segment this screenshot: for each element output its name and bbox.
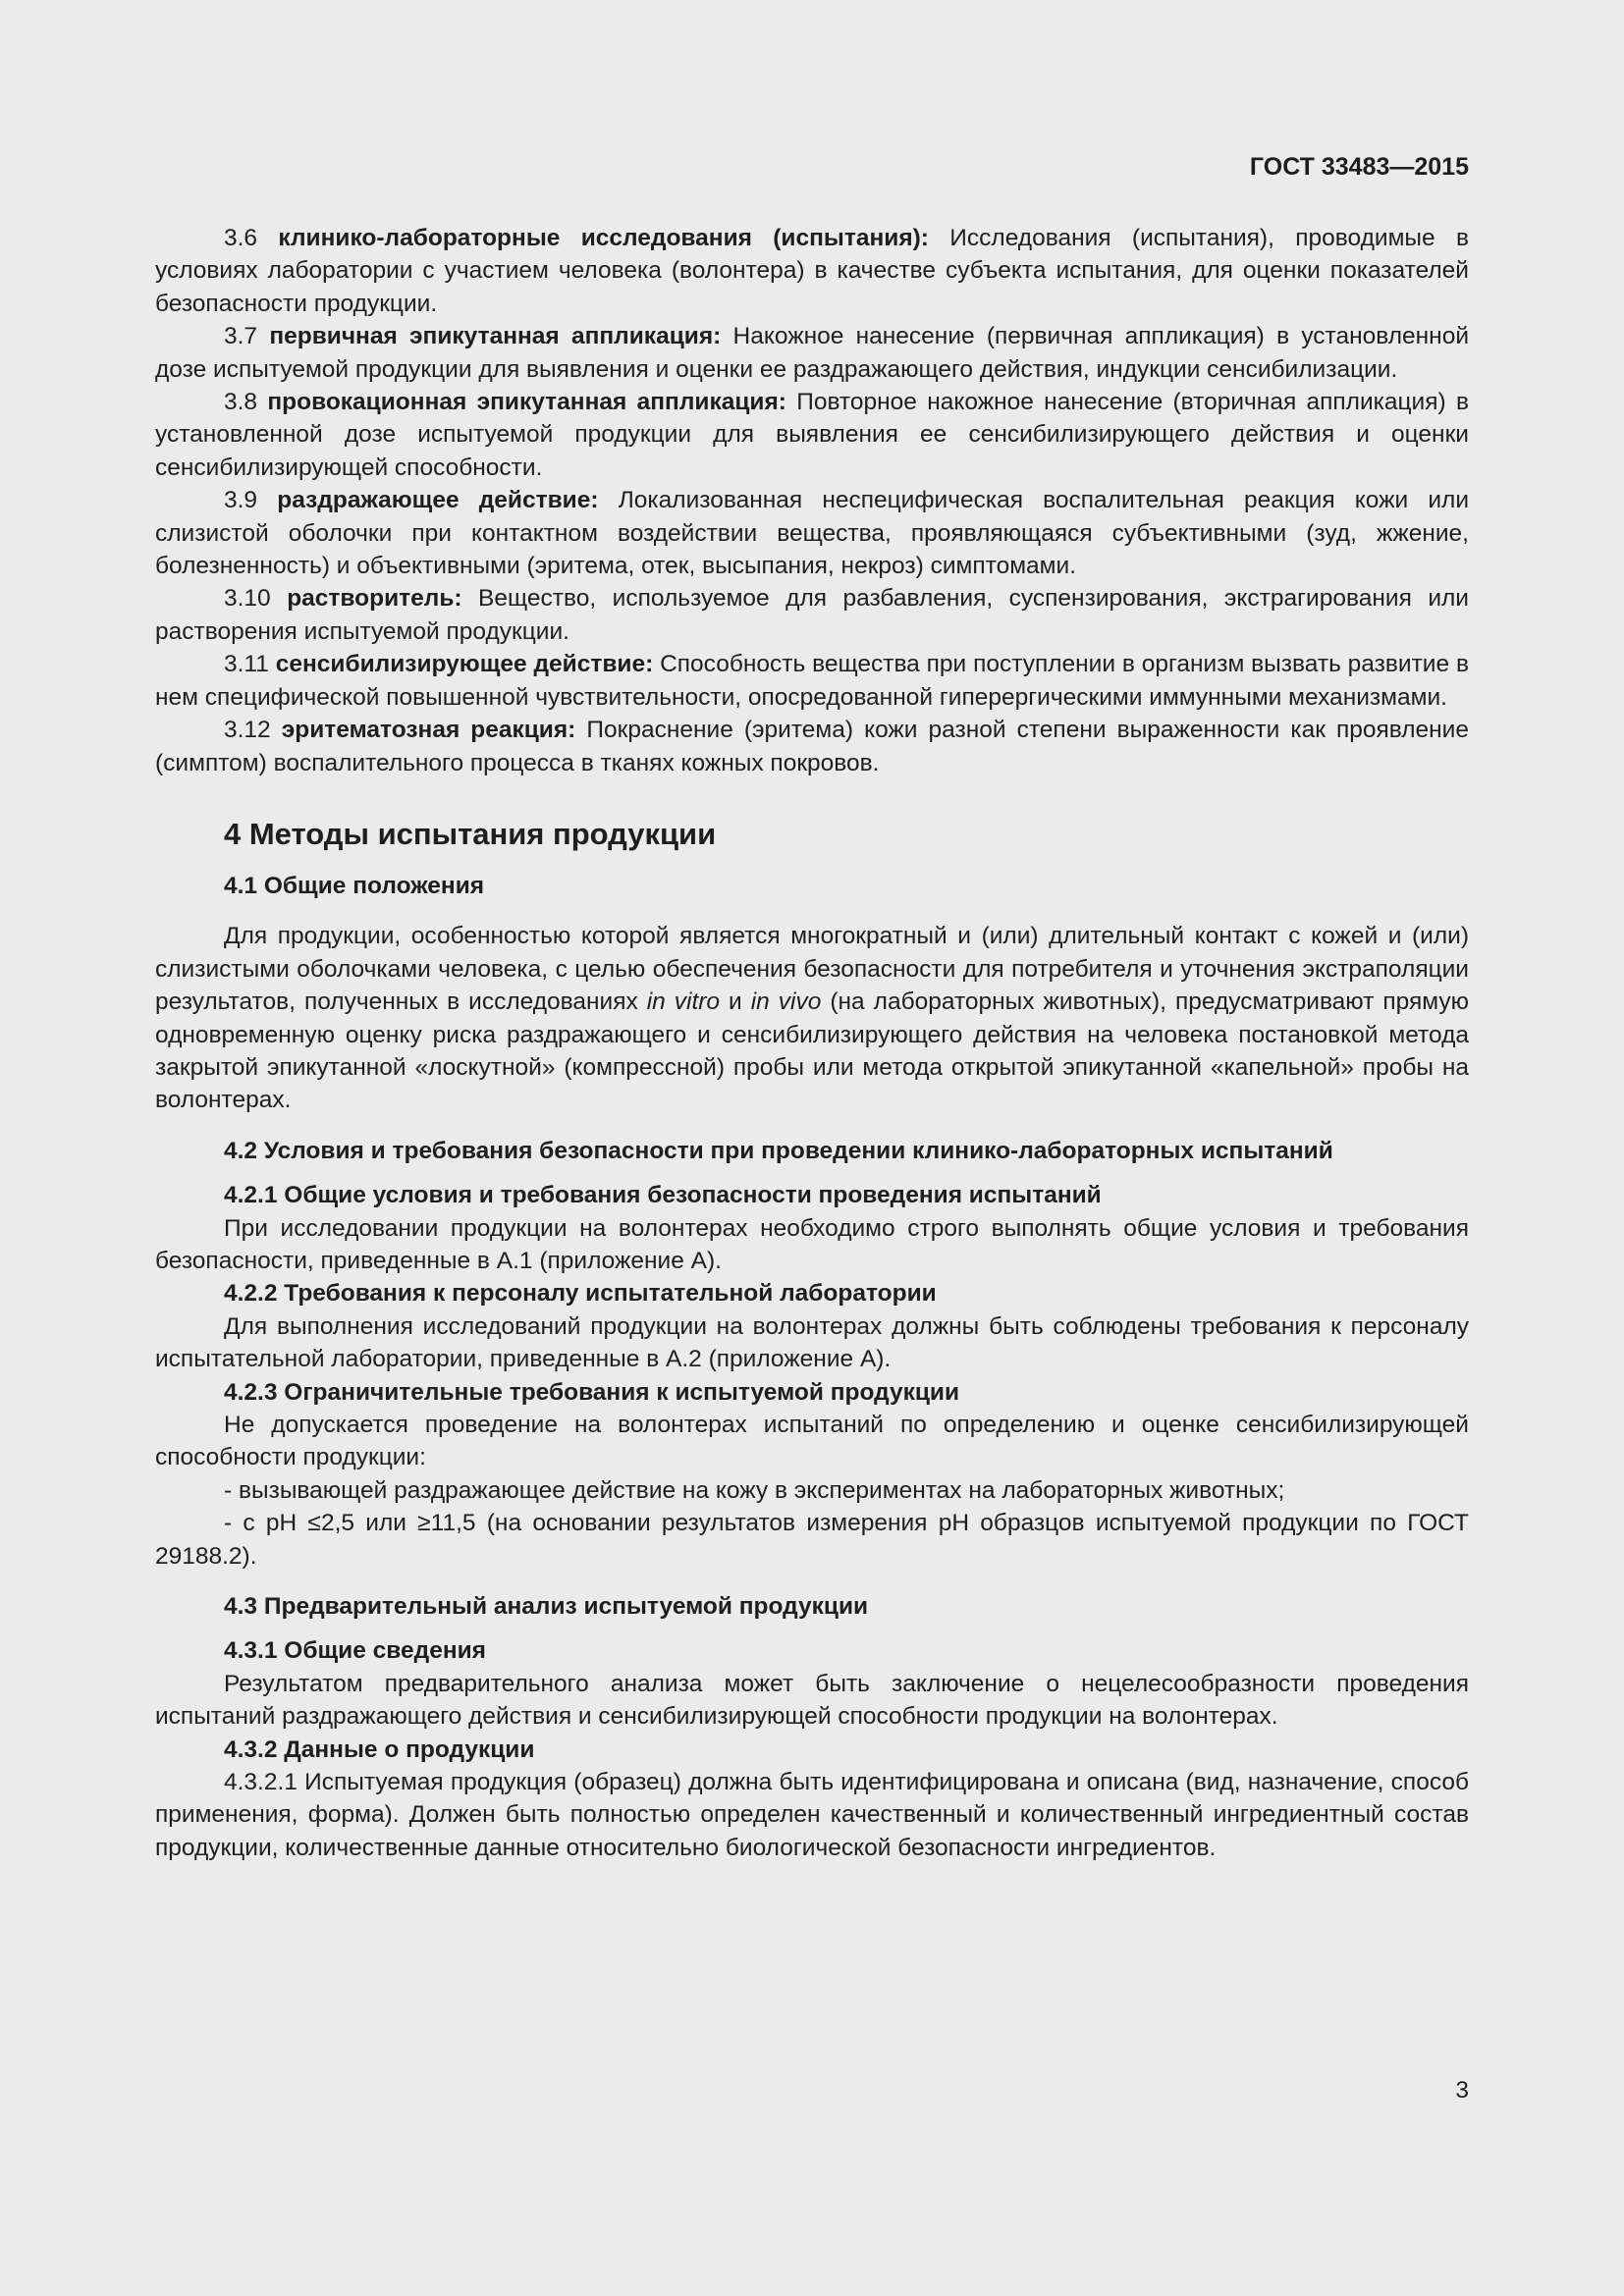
term-number: 3.10 (224, 585, 271, 613)
term-3-11 (155, 648, 1469, 714)
term-definition: Покраснение (эритема) кожи разной степени выраженности как проявление (симптом) воспалительного процесса в тканях кожных покровов. (155, 717, 1469, 776)
term-3-12 (155, 714, 1469, 779)
section-4-3-title: 4.3 Предварительный анализ испытуемой продукции (224, 1593, 869, 1621)
term-name: сенсибилизирующее действие: (275, 651, 654, 678)
document-id-header: ГОСТ 33483—2015 (1249, 153, 1469, 181)
term-name: растворитель: (287, 585, 462, 613)
section-4-2-title: 4.2 Условия и требования безопасности при проведении клинико-лабораторных испытаний (224, 1137, 1333, 1164)
term-3-9 (155, 484, 1469, 582)
term-name: эритематозная реакция: (281, 717, 576, 744)
section-4-3-1-title: 4.3.1 Общие сведения (224, 1637, 486, 1665)
term-3-10 (155, 582, 1469, 648)
page-number: 3 (1455, 2077, 1469, 2104)
term-3-7 (155, 320, 1469, 386)
section-4-2-2-title: 4.2.2 Требования к персоналу испытательной лаборатории (224, 1280, 937, 1308)
in-vivo-term: in vivo (750, 988, 822, 1016)
term-name: первичная эпикутанная аппликация: (269, 323, 722, 350)
list-item: - с рН ≤2,5 или ≥11,5 (на основании результатов измерения рН образцов испытуемой продукции по ГОСТ 29188.2). (155, 1510, 1469, 1570)
term-definition: Накожное нанесение (первичная аппликация) в установленной дозе испытуемой продукции для выявления и оценки ее раздражающего действия, индукции сенсибилизации. (155, 323, 1470, 383)
section-4-3-1-paragraph: Результатом предварительного анализа может быть заключение о нецелесообразности проведения испытаний раздражающего действия и сенсибилизирующей способности продукции на волонтерах. (155, 1670, 1469, 1731)
section-4-2-1-title: 4.2.1 Общие условия и требования безопасности проведения испытаний (224, 1182, 1102, 1209)
section-4-3-2-title: 4.3.2 Данные о продукции (224, 1735, 535, 1763)
section-4-3-2-1-paragraph: 4.3.2.1 Испытуемая продукция (образец) должна быть идентифицирована и описана (вид, назначение, способ применения, форма). Должен быть полностью определен качественный и количественный ингредиентный состав продукции, количественные данные относительно биологической безопасности ингредиентов. (155, 1769, 1469, 1861)
term-definition: Исследования (испытания), проводимые в условиях лаборатории с участием человека (волонтера) в качестве субъекта испытания, для оценки показателей безопасности продукции. (155, 225, 1470, 317)
section-4-1-title: 4.1 Общие положения (224, 872, 485, 899)
term-definition: Повторное накожное нанесение (вторичная аппликация) в установленной дозе испытуемой продукции для выявления ее сенсибилизирующего действия и оценки сенсибилизирующей способности. (155, 389, 1469, 481)
term-3-6 (155, 222, 1469, 320)
term-number: 3.6 (224, 225, 258, 251)
term-number: 3.8 (224, 389, 258, 416)
section-4-2-3-paragraph: Не допускается проведение на волонтерах испытаний по определению и оценке сенсибилизирующей способности продукции: (155, 1412, 1469, 1471)
term-name: раздражающее действие: (277, 487, 599, 514)
term-definition: Локализованная неспецифическая воспалительная реакция кожи или слизистой оболочки при контактном воздействии вещества, проявляющаяся субъективными (зуд, жжение, болезненность) и объективными (эритема, отек, высыпания, некроз) симптомами. (155, 487, 1470, 580)
term-3-8 (155, 386, 1469, 484)
document-page (155, 0, 1469, 2296)
in-vitro-term: in vitro (646, 988, 721, 1016)
term-number: 3.9 (224, 487, 258, 514)
section-4-2-2-paragraph: Для выполнения исследований продукции на волонтерах должны быть соблюдены требования к персоналу испытательной лаборатории, приведенные в А.2 (приложение А). (155, 1312, 1469, 1373)
term-number: 3.12 (224, 717, 271, 744)
section-4-1-paragraph (155, 920, 1469, 1116)
term-number: 3.7 (224, 323, 258, 350)
term-name: провокационная эпикутанная аппликация: (267, 389, 786, 416)
section-4-2-1-paragraph: При исследовании продукции на волонтерах необходимо строго выполнять общие условия и требования безопасности, приведенные в А.1 (приложение А). (155, 1214, 1469, 1274)
page-content (155, 222, 1469, 1864)
section-4-title: 4 Методы испытания продукции (224, 816, 717, 851)
paragraph-text: и (720, 988, 751, 1016)
paragraph-text: (на лабораторных животных), предусматривают прямую одновременную оценку риска раздражающего и сенсибилизирующего действия на человека постановкой метода закрытой эпикутанной «лоскутной» (компрессной) пробы или метода открытой эпикутанной «капельной» пробы на волонтерах. (155, 988, 1469, 1114)
term-name: клинико-лабораторные исследования (испытания): (278, 225, 929, 251)
term-definition: Вещество, используемое для разбавления, суспензирования, экстрагирования или растворения испытуемой продукции. (155, 585, 1469, 645)
list-item: - вызывающей раздражающее действие на кожу в экспериментах на лабораторных животных; (224, 1476, 1285, 1504)
term-number: 3.11 (224, 651, 269, 678)
term-definition: Способность вещества при поступлении в организм вызвать развитие в нем специфической повышенной чувствительности, опосредованной гиперергическими иммунными механизмами. (155, 651, 1469, 711)
section-4-2-3-title: 4.2.3 Ограничительные требования к испытуемой продукции (224, 1378, 960, 1406)
paragraph-text: Для продукции, особенностью которой является многократный и (или) длительный контакт с кожей и (или) слизистыми оболочками человека, с целью обеспечения безопасности для потребителя и уточнения экстраполяции результатов, полученных в исследованиях (155, 923, 1469, 1016)
